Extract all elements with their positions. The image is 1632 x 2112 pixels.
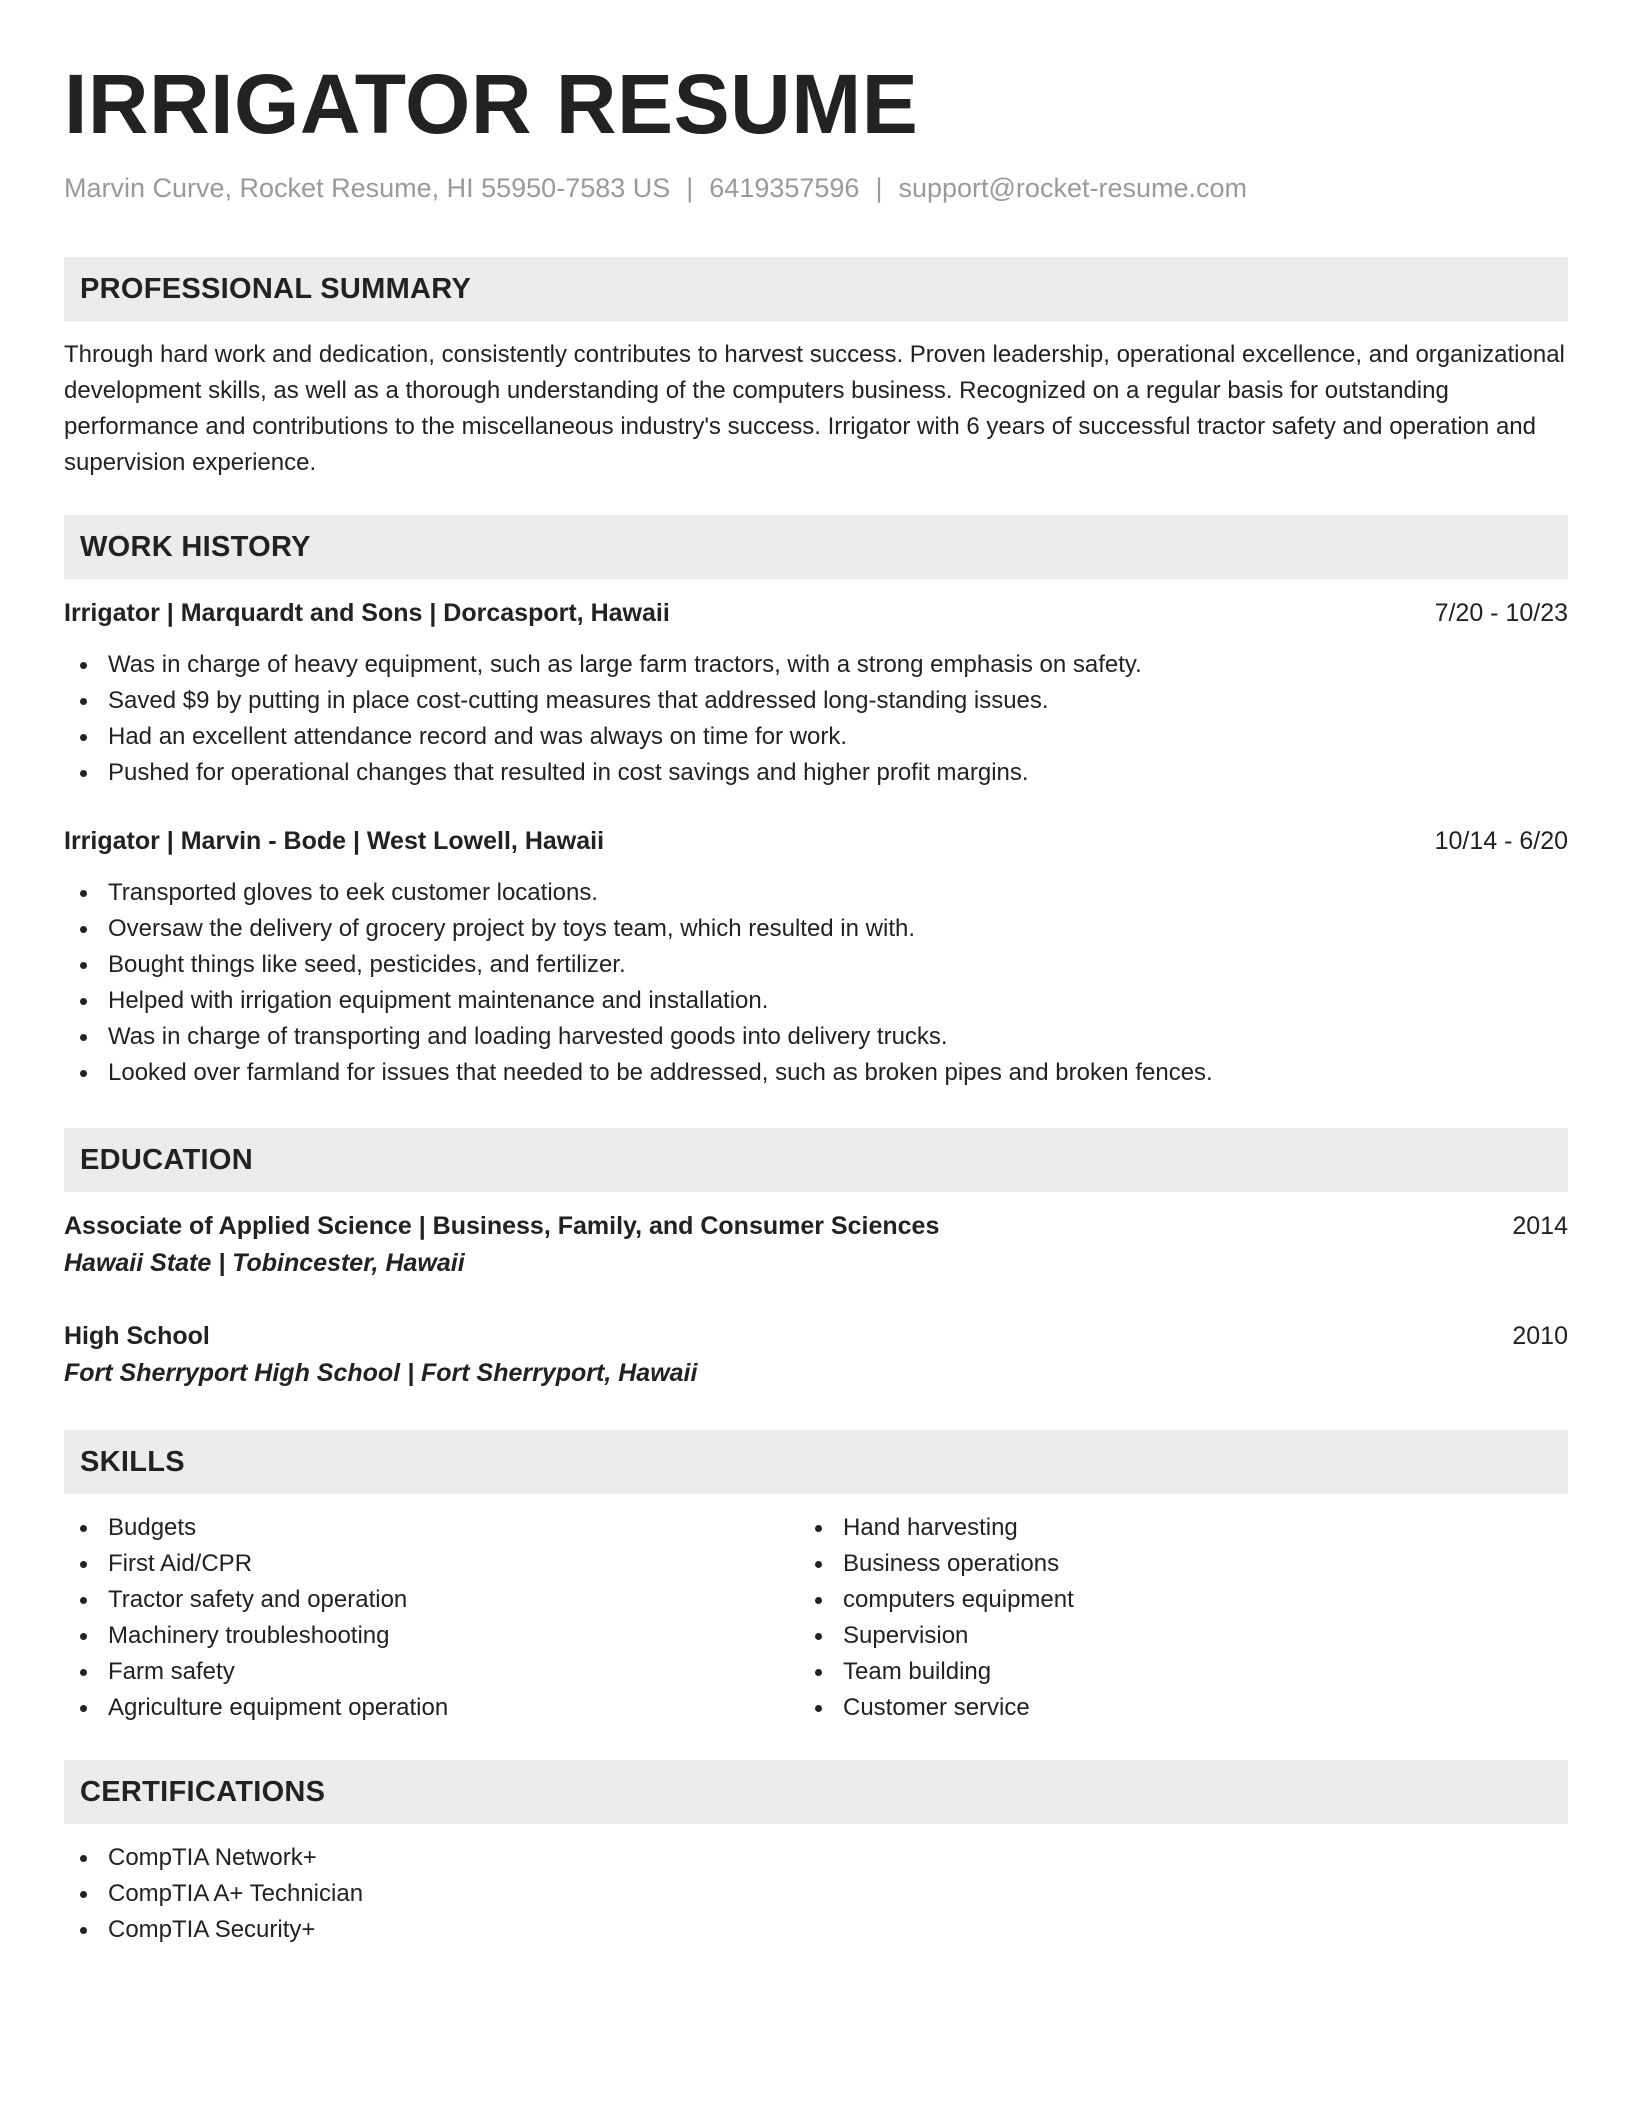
job-title: Irrigator | Marquardt and Sons | Dorcasport, Hawaii	[64, 599, 670, 627]
resume-title: IRRIGATOR RESUME	[64, 57, 919, 151]
list-item: computers equipment	[799, 1582, 1534, 1618]
list-item: Agriculture equipment operation	[64, 1690, 799, 1726]
contact-line	[64, 168, 1568, 208]
certifications-list	[64, 1840, 1568, 1948]
skills-column-left	[64, 1510, 799, 1726]
list-item: Was in charge of transporting and loading harvested goods into delivery trucks.	[64, 1019, 1568, 1055]
list-item: Pushed for operational changes that resulted in cost savings and higher profit margins.	[64, 755, 1568, 791]
list-item: Supervision	[799, 1618, 1534, 1654]
job-entry	[64, 823, 1568, 1091]
education-entry	[64, 1208, 1568, 1282]
list-item: Customer service	[799, 1690, 1534, 1726]
contact-email: support@rocket-resume.com	[898, 173, 1247, 203]
list-item: Oversaw the delivery of grocery project by toys team, which resulted in with.	[64, 911, 1568, 947]
job-bullets	[64, 647, 1568, 791]
education-school: Fort Sherryport High School | Fort Sherryport, Hawaii	[64, 1359, 698, 1387]
education-heading: EDUCATION	[64, 1128, 1568, 1192]
list-item: Looked over farmland for issues that needed to be addressed, such as broken pipes and broken fences.	[64, 1055, 1568, 1091]
contact-address: Marvin Curve, Rocket Resume, HI 55950-7583 US	[64, 173, 671, 203]
list-item: CompTIA Network+	[64, 1840, 1568, 1876]
job-entry	[64, 595, 1568, 791]
education-degree: Associate of Applied Science | Business, Family, and Consumer Sciences	[64, 1212, 940, 1240]
list-item: Budgets	[64, 1510, 799, 1546]
list-item: Tractor safety and operation	[64, 1582, 799, 1618]
education-year: 2014	[1512, 1212, 1568, 1240]
job-bullets	[64, 875, 1568, 1091]
contact-separator: |	[875, 173, 883, 203]
contact-phone: 6419357596	[709, 173, 860, 203]
certifications-heading: CERTIFICATIONS	[64, 1760, 1568, 1824]
list-item: Helped with irrigation equipment maintenance and installation.	[64, 983, 1568, 1019]
education-degree: High School	[64, 1322, 210, 1350]
list-item: Team building	[799, 1654, 1534, 1690]
job-dates: 10/14 - 6/20	[1434, 827, 1568, 855]
list-item: CompTIA Security+	[64, 1912, 1568, 1948]
education-entry	[64, 1318, 1568, 1392]
skills-grid	[64, 1510, 1568, 1726]
list-item: Transported gloves to eek customer locations.	[64, 875, 1568, 911]
work-history-heading: WORK HISTORY	[64, 515, 1568, 579]
summary-heading: PROFESSIONAL SUMMARY	[64, 257, 1568, 321]
summary-text: Through hard work and dedication, consistently contributes to harvest success. Proven leadership, operational excellence, and organizational development skills, as well as a thorough understanding of the computers business. Recognized on a regular basis for outstanding performance and contributions to the miscellaneous industry's success. Irrigator with 6 years of successful tractor safety and operation and supervision experience.	[64, 341, 1565, 476]
list-item: Saved $9 by putting in place cost-cutting measures that addressed long-standing issues.	[64, 683, 1568, 719]
contact-separator: |	[686, 173, 694, 203]
skills-heading: SKILLS	[64, 1430, 1568, 1494]
job-dates: 7/20 - 10/23	[1434, 599, 1568, 627]
list-item: Bought things like seed, pesticides, and fertilizer.	[64, 947, 1568, 983]
list-item: Business operations	[799, 1546, 1534, 1582]
job-header	[64, 595, 1568, 631]
job-title: Irrigator | Marvin - Bode | West Lowell, Hawaii	[64, 827, 605, 855]
education-header	[64, 1208, 1568, 1244]
skills-column-right	[799, 1510, 1534, 1726]
education-year: 2010	[1512, 1322, 1568, 1350]
list-item: First Aid/CPR	[64, 1546, 799, 1582]
education-school: Hawaii State | Tobincester, Hawaii	[64, 1249, 465, 1277]
list-item: Was in charge of heavy equipment, such as large farm tractors, with a strong emphasis on safety.	[64, 647, 1568, 683]
education-header	[64, 1318, 1568, 1354]
job-header	[64, 823, 1568, 859]
list-item: Had an excellent attendance record and was always on time for work.	[64, 719, 1568, 755]
list-item: CompTIA A+ Technician	[64, 1876, 1568, 1912]
list-item: Hand harvesting	[799, 1510, 1534, 1546]
list-item: Farm safety	[64, 1654, 799, 1690]
list-item: Machinery troubleshooting	[64, 1618, 799, 1654]
